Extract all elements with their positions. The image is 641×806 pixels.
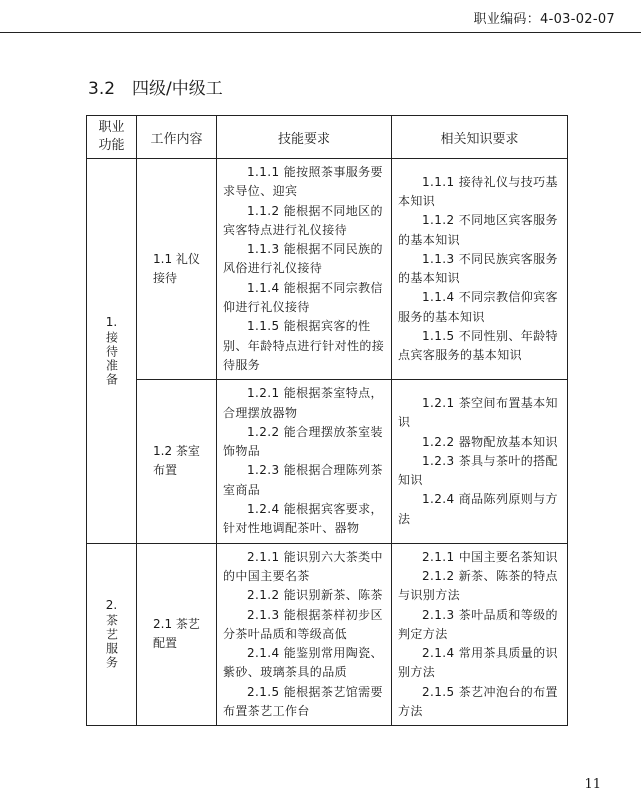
- skill-item: 1.2.3 能根据合理陈列茶室商品: [223, 463, 383, 497]
- header-cell-knowledge: 相关知识要求: [392, 116, 568, 159]
- table-header-row: [87, 116, 568, 159]
- table-row: [87, 543, 568, 726]
- knowledge-item: 1.2.4 商品陈列原则与方法: [398, 492, 558, 526]
- skill-item: 2.1.3 能根据茶样初步区分茶叶品质和等级高低: [223, 607, 383, 641]
- occupation-code: 职业编码：4-03-02-07: [473, 12, 615, 27]
- knowledge-item: 2.1.2 新茶、陈茶的特点与识别方法: [398, 568, 558, 603]
- function-number: 2.: [105, 598, 118, 613]
- knowledge-item: 1.1.4 不同宗教信仰宾客服务的基本知识: [398, 290, 558, 324]
- knowledge-item: 1.2.2 器物配放基本知识: [422, 434, 558, 449]
- skills-table: [86, 115, 568, 726]
- section-title: 3.2 四级/中级工: [88, 79, 223, 99]
- skill-item: 2.1.1 能识别六大茶类中的中国主要名茶: [223, 549, 383, 583]
- header-cell-content: 工作内容: [137, 116, 217, 159]
- knowledge-item: 2.1.5 茶艺冲泡台的布置方法: [398, 684, 558, 719]
- skill-item: 2.1.4 能鉴别常用陶瓷、紫砂、玻璃茶具的品质: [223, 646, 383, 680]
- knowledge-item: 2.1.4 常用茶具质量的识别方法: [398, 646, 558, 680]
- function-name: 接待准备: [104, 330, 119, 387]
- skill-item: 1.2.2 能合理摆放茶室装饰物品: [223, 424, 383, 459]
- skill-item: 1.1.4 能根据不同宗教信仰进行礼仪接待: [223, 280, 383, 315]
- knowledge-item: 1.1.3 不同民族宾客服务的基本知识: [398, 251, 558, 286]
- work-content-cell: 1.2 茶室 布置: [137, 380, 217, 543]
- knowledge-cell: [392, 380, 568, 543]
- knowledge-cell: [392, 543, 568, 726]
- header-rule: [0, 32, 641, 33]
- knowledge-item: 2.1.3 茶叶品质和等级的判定方法: [398, 607, 558, 641]
- header-cell-function: 职业 功能: [87, 116, 137, 159]
- knowledge-item: 2.1.1 中国主要名茶知识: [422, 549, 558, 564]
- skill-item: 1.2.1 能根据茶室特点，合理摆放器物: [223, 386, 383, 420]
- work-content-cell: 1.1 礼仪 接待: [137, 159, 217, 380]
- function-name: 茶艺服务: [104, 614, 119, 671]
- function-cell: [87, 543, 137, 726]
- table-row: [87, 159, 568, 380]
- page-number: 11: [584, 777, 601, 792]
- skill-item: 1.1.1 能按照茶事服务要求导位、迎宾: [223, 165, 383, 199]
- skill-item: 1.1.5 能根据宾客的性别、年龄特点进行针对性的接待服务: [223, 319, 385, 372]
- knowledge-item: 1.2.1 茶空间布置基本知识: [398, 395, 558, 430]
- skill-item: 1.2.4 能根据宾客要求，针对性地调配茶叶、器物: [223, 502, 383, 536]
- skill-item: 2.1.2 能识别新茶、陈茶: [247, 588, 383, 603]
- table-row: [87, 380, 568, 543]
- skill-item: 1.1.3 能根据不同民族的风俗进行礼仪接待: [223, 242, 383, 276]
- knowledge-item: 1.1.1 接待礼仪与技巧基本知识: [398, 174, 558, 208]
- header-cell-skills: 技能要求: [217, 116, 392, 159]
- knowledge-item: 1.1.5 不同性别、年龄特点宾客服务的基本知识: [398, 329, 558, 363]
- skills-cell: [217, 159, 392, 380]
- knowledge-cell: [392, 159, 568, 380]
- function-cell: [87, 159, 137, 544]
- function-number: 1.: [105, 314, 118, 329]
- skills-cell: [217, 380, 392, 543]
- skills-cell: [217, 543, 392, 726]
- knowledge-item: 1.1.2 不同地区宾客服务的基本知识: [398, 213, 558, 247]
- work-content-cell: 2.1 茶艺 配置: [137, 543, 217, 726]
- skill-item: 1.1.2 能根据不同地区的宾客特点进行礼仪接待: [223, 203, 383, 237]
- knowledge-item: 1.2.3 茶具与茶叶的搭配知识: [398, 453, 558, 488]
- skill-item: 2.1.5 能根据茶艺馆需要布置茶艺工作台: [223, 684, 383, 719]
